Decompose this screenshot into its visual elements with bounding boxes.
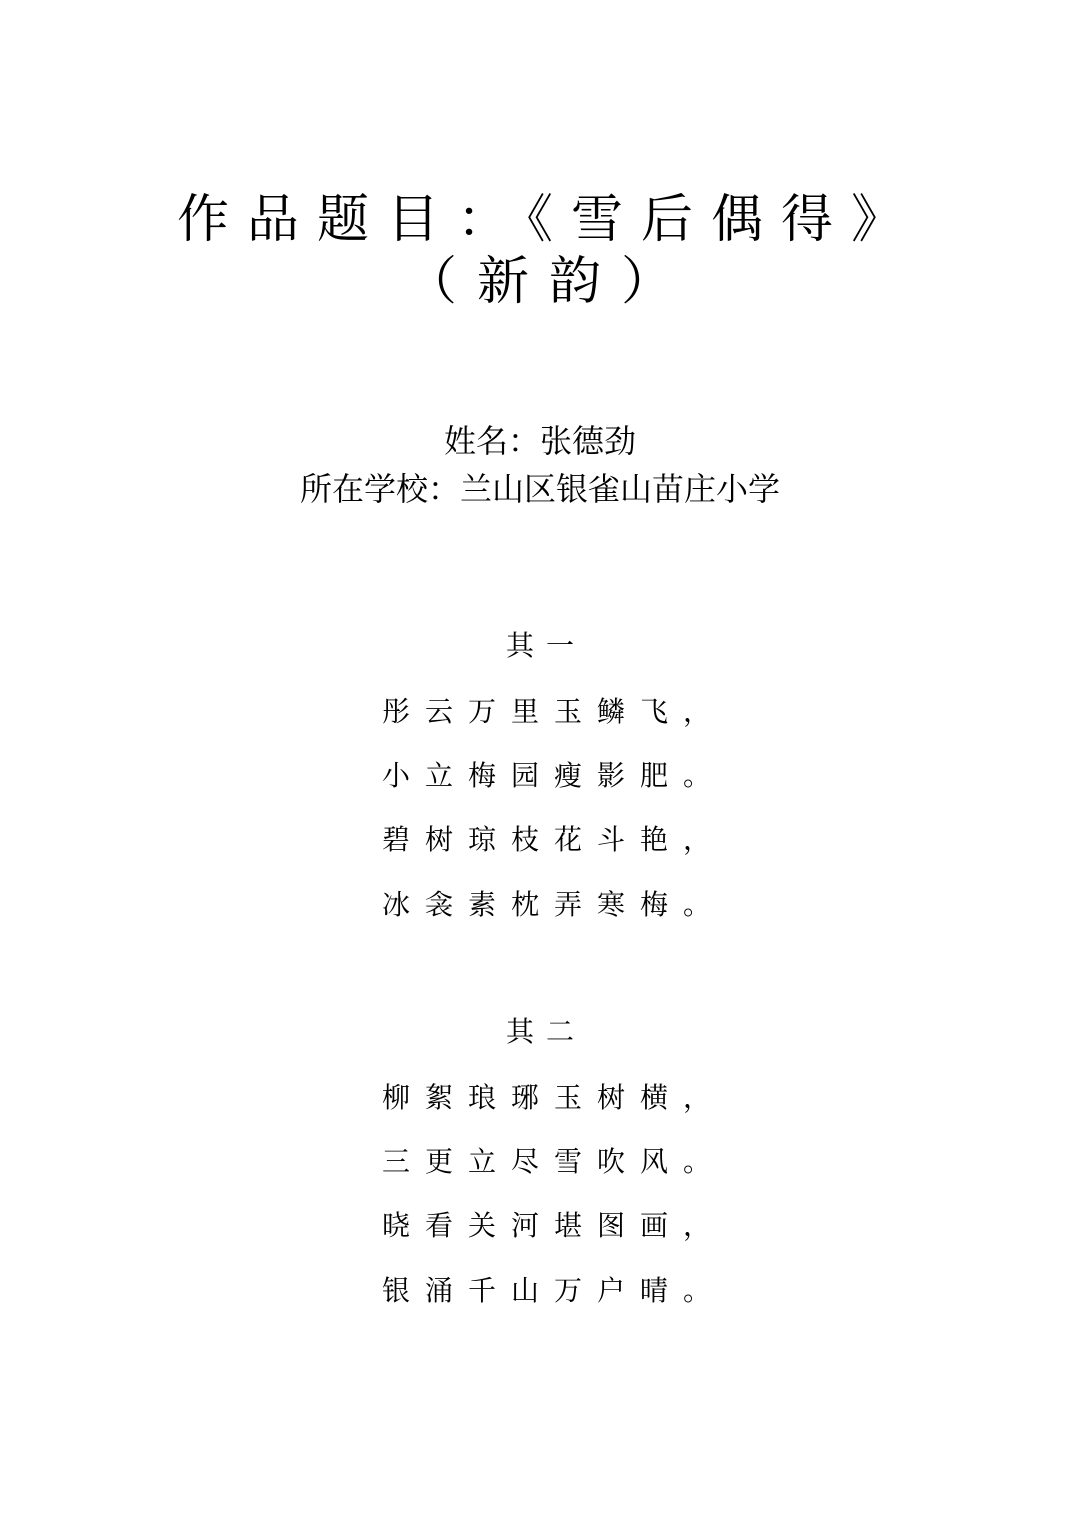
author-school: 所在学校：兰山区银雀山苗庄小学 (299, 470, 780, 508)
poem-1-heading: 其一 (505, 629, 586, 662)
poem-1-line-2: 小立梅园瘦影肥。 (382, 759, 727, 792)
work-subtitle: （新韵） (404, 252, 693, 312)
poem-2-line-4: 银涌千山万户晴。 (382, 1274, 727, 1307)
poem-1-line-3: 碧树琼枝花斗艳， (382, 823, 727, 856)
poem-1-line-4: 冰衾素枕弄寒梅。 (382, 888, 727, 921)
poem-2-line-1: 柳絮琅琊玉树横， (382, 1081, 727, 1114)
work-title: 作品题目：《雪后偶得》 (176, 190, 921, 250)
poem-2-line-3: 晓看关河堪图画， (382, 1209, 727, 1242)
author-name: 姓名：张德劲 (443, 422, 636, 460)
poem-2-heading: 其二 (505, 1015, 586, 1048)
poem-2-line-2: 三更立尽雪吹风。 (382, 1145, 727, 1178)
poem-1-line-1: 彤云万里玉鳞飞， (382, 695, 727, 728)
